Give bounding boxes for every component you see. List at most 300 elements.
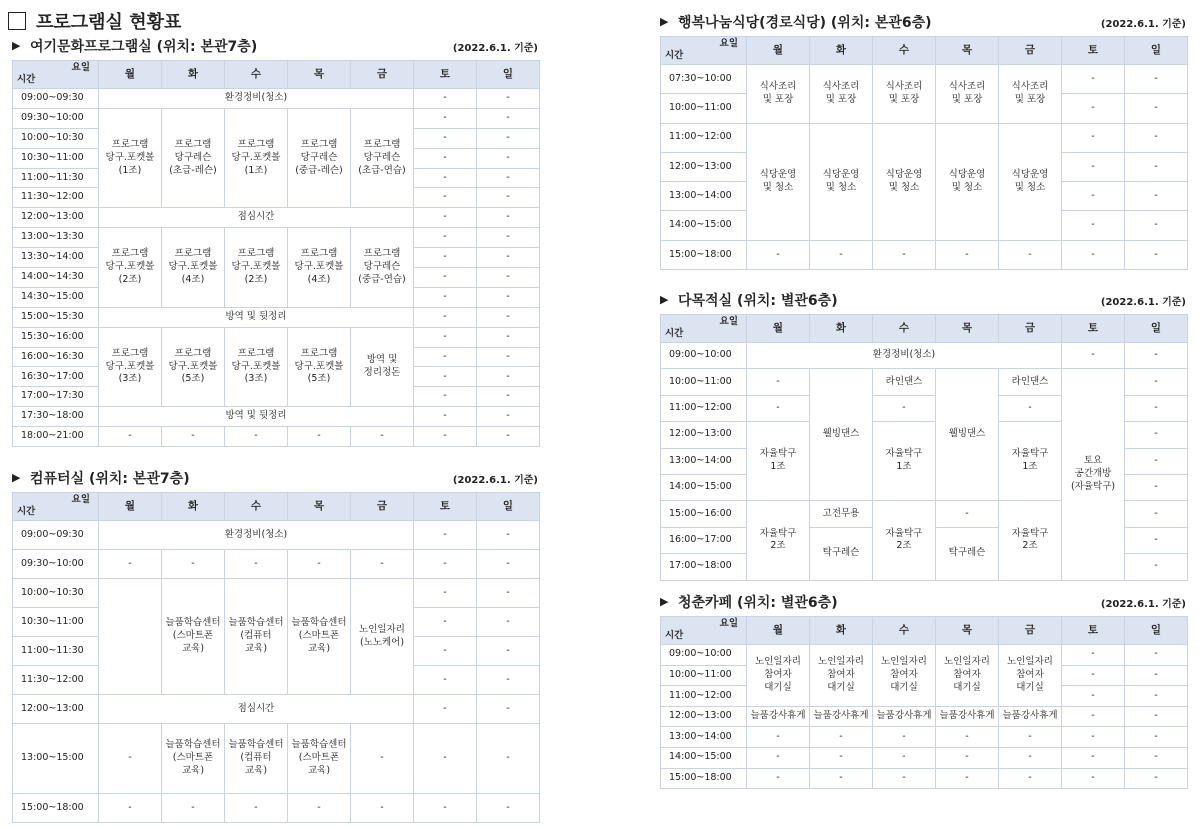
- schedule-cell: -: [747, 727, 810, 748]
- time-slot-label: 12:00~13:00: [13, 208, 99, 228]
- schedule-cell: 프로그램 당구.포켓볼 (4조): [162, 228, 225, 308]
- time-slot-label: 09:00~10:00: [661, 645, 747, 666]
- schedule-table: [660, 314, 1188, 581]
- time-slot-label: 09:00~09:30: [13, 521, 99, 550]
- empty-dash-cell: -: [1062, 768, 1125, 789]
- corner-day-label: 요일: [719, 38, 738, 49]
- schedule-table: [660, 36, 1188, 270]
- schedule-cell: 프로그램 당구.포켓볼 (2조): [225, 228, 288, 308]
- schedule-cell: -: [747, 369, 810, 395]
- weekday-header: 목: [936, 37, 999, 65]
- section-title: 컴퓨터실 (위치: 본관7층): [30, 471, 190, 487]
- empty-dash-cell: -: [1062, 706, 1125, 727]
- weekday-header: 화: [810, 315, 873, 343]
- schedule-cell: -: [810, 727, 873, 748]
- empty-dash-cell: -: [477, 168, 540, 188]
- empty-dash-cell: -: [1062, 94, 1125, 123]
- empty-dash-cell: -: [414, 148, 477, 168]
- schedule-cell: -: [936, 768, 999, 789]
- checkbox-square-icon: [8, 12, 26, 30]
- time-slot-label: 07:30~10:00: [661, 65, 747, 94]
- weekday-header: 월: [747, 315, 810, 343]
- weekday-header: 금: [351, 61, 414, 89]
- schedule-cell: -: [936, 747, 999, 768]
- time-slot-label: 13:00~15:00: [13, 724, 99, 794]
- schedule-cell: 라인댄스: [873, 369, 936, 395]
- time-slot-label: 10:00~11:00: [661, 665, 747, 686]
- corner-day-label: 요일: [719, 618, 738, 629]
- time-slot-label: 09:00~09:30: [13, 89, 99, 109]
- schedule-cell: 식사조리 및 포장: [810, 65, 873, 124]
- schedule-cell: 프로그램 당구레슨 (중급-레슨): [288, 108, 351, 207]
- empty-dash-cell: -: [1125, 665, 1188, 686]
- table-row: [13, 307, 540, 327]
- empty-dash-cell: -: [477, 427, 540, 447]
- schedule-cell: 자율탁구 2조: [999, 501, 1062, 580]
- empty-dash-cell: -: [477, 367, 540, 387]
- corner-time-label: 시간: [17, 506, 36, 518]
- empty-dash-cell: -: [477, 794, 540, 823]
- schedule-cell: 토요 공간개방 (자율탁구): [1062, 369, 1125, 580]
- time-slot-label: 11:00~11:30: [13, 168, 99, 188]
- section-date: (2022.6.1. 기준): [452, 43, 538, 54]
- corner-day-label: 요일: [71, 62, 90, 73]
- schedule-cell: 프로그램 당구.포켓볼 (5조): [162, 327, 225, 407]
- schedule-cell: 환경정비(청소): [747, 343, 1062, 369]
- schedule-cell: 노인일자리 참여자 대기실: [999, 645, 1062, 707]
- weekday-header: 수: [225, 61, 288, 89]
- schedule-table: [660, 616, 1188, 789]
- corner-day-label: 요일: [719, 316, 738, 327]
- empty-dash-cell: -: [477, 666, 540, 695]
- schedule-cell: -: [873, 768, 936, 789]
- time-slot-label: 16:00~16:30: [13, 347, 99, 367]
- schedule-cell: 웰빙댄스: [810, 369, 873, 501]
- schedule-cell: -: [351, 427, 414, 447]
- page-title-text: 프로그램실 현황표: [36, 12, 182, 33]
- empty-dash-cell: -: [1125, 211, 1188, 240]
- section-title: 청춘카페 (위치: 별관6층): [678, 595, 838, 611]
- empty-dash-cell: -: [414, 666, 477, 695]
- empty-dash-cell: -: [477, 89, 540, 109]
- empty-dash-cell: -: [1125, 554, 1188, 580]
- weekday-header: 일: [1125, 315, 1188, 343]
- weekday-header: 수: [873, 315, 936, 343]
- table-row: [13, 724, 540, 794]
- time-slot-label: 15:30~16:00: [13, 327, 99, 347]
- empty-dash-cell: -: [414, 188, 477, 208]
- empty-dash-cell: -: [414, 427, 477, 447]
- empty-dash-cell: -: [414, 268, 477, 288]
- weekday-header: 금: [351, 493, 414, 521]
- empty-dash-cell: -: [1125, 369, 1188, 395]
- schedule-cell: -: [873, 395, 936, 421]
- time-slot-label: 10:00~11:00: [661, 369, 747, 395]
- time-slot-label: 16:00~17:00: [661, 527, 747, 553]
- time-slot-label: 15:00~15:30: [13, 307, 99, 327]
- corner-day-label: 요일: [71, 494, 90, 505]
- schedule-cell: 라인댄스: [999, 369, 1062, 395]
- schedule-cell: 방역 및 정리정돈: [351, 327, 414, 407]
- schedule-cell: 노인일자리 참여자 대기실: [873, 645, 936, 707]
- empty-dash-cell: -: [1125, 686, 1188, 707]
- time-slot-label: 11:00~11:30: [13, 637, 99, 666]
- empty-dash-cell: -: [1062, 152, 1125, 181]
- empty-dash-cell: -: [414, 407, 477, 427]
- time-slot-label: 12:00~13:00: [661, 422, 747, 448]
- weekday-header: 토: [1062, 37, 1125, 65]
- schedule-cell: 웰빙댄스: [936, 369, 999, 501]
- weekday-header: 월: [747, 617, 810, 645]
- schedule-cell: 자율탁구 2조: [873, 501, 936, 580]
- empty-dash-cell: -: [477, 248, 540, 268]
- schedule-cell: -: [99, 550, 162, 579]
- time-slot-label: 13:00~14:00: [661, 448, 747, 474]
- schedule-cell: 식당운영 및 청소: [873, 123, 936, 240]
- section-header: [660, 12, 1186, 32]
- empty-dash-cell: -: [477, 579, 540, 608]
- time-slot-label: 15:00~18:00: [13, 794, 99, 823]
- empty-dash-cell: -: [414, 794, 477, 823]
- empty-dash-cell: -: [477, 148, 540, 168]
- triangle-right-icon: ▶: [12, 39, 21, 52]
- time-slot-label: 17:30~18:00: [13, 407, 99, 427]
- corner-time-label: 시간: [665, 630, 684, 642]
- schedule-cell: -: [873, 747, 936, 768]
- empty-dash-cell: -: [414, 307, 477, 327]
- table-row: [661, 706, 1188, 727]
- schedule-cell: -: [99, 724, 162, 794]
- section-title: 여기문화프로그램실 (위치: 본관7층): [30, 39, 258, 55]
- schedule-cell: -: [936, 727, 999, 748]
- schedule-cell: -: [225, 794, 288, 823]
- section-title: 행복나눔식당(경로식당) (위치: 본관6층): [678, 15, 932, 31]
- table-row: [13, 208, 540, 228]
- empty-dash-cell: -: [477, 108, 540, 128]
- empty-dash-cell: -: [477, 268, 540, 288]
- corner-time-label: 시간: [665, 50, 684, 62]
- schedule-cell: -: [99, 794, 162, 823]
- schedule-cell: -: [225, 427, 288, 447]
- section-header: [660, 290, 1186, 310]
- time-slot-label: 15:00~18:00: [661, 768, 747, 789]
- schedule-cell: -: [288, 550, 351, 579]
- schedule-cell: 환경정비(청소): [99, 521, 414, 550]
- weekday-header: 수: [225, 493, 288, 521]
- page-title: [8, 8, 181, 34]
- corner-header: [661, 37, 747, 65]
- schedule-cell: 식당운영 및 청소: [810, 123, 873, 240]
- empty-dash-cell: -: [414, 327, 477, 347]
- schedule-cell: 노인일자리 (노노케어): [351, 579, 414, 695]
- table-row: [13, 794, 540, 823]
- weekday-header: 일: [1125, 37, 1188, 65]
- triangle-right-icon: ▶: [660, 15, 669, 28]
- empty-dash-cell: -: [414, 637, 477, 666]
- schedule-cell: 노인일자리 참여자 대기실: [810, 645, 873, 707]
- time-slot-label: 10:30~11:00: [13, 148, 99, 168]
- time-slot-label: 14:00~15:00: [661, 474, 747, 500]
- empty-dash-cell: -: [477, 188, 540, 208]
- schedule-cell: -: [747, 395, 810, 421]
- corner-header: [13, 493, 99, 521]
- table-row: [13, 695, 540, 724]
- schedule-cell: 탁구레슨: [936, 527, 999, 580]
- empty-dash-cell: -: [477, 521, 540, 550]
- schedule-cell: 노인일자리 참여자 대기실: [747, 645, 810, 707]
- schedule-cell: 늘품학습센터 (스마트폰 교육): [162, 579, 225, 695]
- empty-dash-cell: -: [1125, 343, 1188, 369]
- empty-dash-cell: -: [1125, 422, 1188, 448]
- schedule-cell: 프로그램 당구레슨 (초급-레슨): [162, 108, 225, 207]
- time-slot-label: 15:00~16:00: [661, 501, 747, 527]
- schedule-cell: -: [288, 794, 351, 823]
- empty-dash-cell: -: [1062, 182, 1125, 211]
- time-slot-label: 14:30~15:00: [13, 287, 99, 307]
- schedule-cell: -: [999, 727, 1062, 748]
- schedule-cell: 프로그램 당구레슨 (초급-연습): [351, 108, 414, 207]
- schedule-cell: 자율탁구 2조: [747, 501, 810, 580]
- table-row: [13, 550, 540, 579]
- empty-dash-cell: -: [1062, 747, 1125, 768]
- table-row: [661, 645, 1188, 666]
- schedule-cell: 늘품학습센터 (컴퓨터 교육): [225, 579, 288, 695]
- weekday-header: 수: [873, 617, 936, 645]
- empty-dash-cell: -: [1125, 94, 1188, 123]
- schedule-cell: 점심시간: [99, 695, 414, 724]
- corner-header: [661, 315, 747, 343]
- section-date: (2022.6.1. 기준): [1100, 297, 1186, 308]
- table-row: [13, 228, 540, 248]
- schedule-cell: -: [99, 427, 162, 447]
- schedule-cell: 늘품학습센터 (스마트폰 교육): [288, 579, 351, 695]
- schedule-cell: -: [936, 240, 999, 269]
- empty-dash-cell: -: [414, 208, 477, 228]
- time-slot-label: 09:30~10:00: [13, 108, 99, 128]
- time-slot-label: 14:00~15:00: [661, 747, 747, 768]
- time-slot-label: 13:00~13:30: [13, 228, 99, 248]
- section-header: [660, 592, 1186, 612]
- time-slot-label: 14:00~14:30: [13, 268, 99, 288]
- empty-dash-cell: -: [414, 724, 477, 794]
- table-row: [661, 65, 1188, 94]
- schedule-cell: 방역 및 뒷정리: [99, 407, 414, 427]
- time-slot-label: 10:30~11:00: [13, 608, 99, 637]
- weekday-header: 토: [1062, 617, 1125, 645]
- corner-header: [13, 61, 99, 89]
- table-row: [661, 123, 1188, 152]
- corner-time-label: 시간: [17, 74, 36, 86]
- time-slot-label: 13:00~14:00: [661, 727, 747, 748]
- schedule-cell: 늘품강사휴게: [936, 706, 999, 727]
- table-row: [661, 747, 1188, 768]
- table-row: [13, 108, 540, 128]
- schedule-cell: -: [225, 550, 288, 579]
- empty-dash-cell: -: [1125, 65, 1188, 94]
- empty-dash-cell: -: [1125, 474, 1188, 500]
- table-row: [661, 768, 1188, 789]
- empty-dash-cell: -: [477, 387, 540, 407]
- schedule-cell: 프로그램 당구.포켓볼 (1조): [225, 108, 288, 207]
- schedule-cell: -: [747, 747, 810, 768]
- schedule-cell: [99, 579, 162, 695]
- schedule-cell: 늘품강사휴게: [873, 706, 936, 727]
- empty-dash-cell: -: [1062, 645, 1125, 666]
- empty-dash-cell: -: [477, 637, 540, 666]
- schedule-cell: -: [999, 240, 1062, 269]
- triangle-right-icon: ▶: [660, 595, 669, 608]
- schedule-table: [12, 492, 540, 823]
- weekday-header: 목: [936, 315, 999, 343]
- time-slot-label: 10:00~10:30: [13, 128, 99, 148]
- empty-dash-cell: -: [1125, 501, 1188, 527]
- schedule-cell: -: [747, 240, 810, 269]
- empty-dash-cell: -: [414, 579, 477, 608]
- table-row: [13, 407, 540, 427]
- time-slot-label: 17:00~17:30: [13, 387, 99, 407]
- time-slot-label: 15:00~18:00: [661, 240, 747, 269]
- empty-dash-cell: -: [1062, 211, 1125, 240]
- corner-header: [661, 617, 747, 645]
- section-title: 다목적실 (위치: 별관6층): [678, 293, 838, 309]
- empty-dash-cell: -: [414, 89, 477, 109]
- empty-dash-cell: -: [1062, 665, 1125, 686]
- empty-dash-cell: -: [1062, 727, 1125, 748]
- time-slot-label: 12:00~13:00: [13, 695, 99, 724]
- schedule-cell: -: [351, 550, 414, 579]
- empty-dash-cell: -: [1125, 768, 1188, 789]
- schedule-cell: 프로그램 당구레슨 (중급-연습): [351, 228, 414, 308]
- schedule-cell: 식사조리 및 포장: [936, 65, 999, 124]
- schedule-cell: 식당운영 및 청소: [747, 123, 810, 240]
- time-slot-label: 11:30~12:00: [13, 188, 99, 208]
- schedule-cell: -: [810, 240, 873, 269]
- schedule-cell: 프로그램 당구.포켓볼 (1조): [99, 108, 162, 207]
- schedule-cell: 늘품학습센터 (스마트폰 교육): [162, 724, 225, 794]
- schedule-cell: -: [1062, 343, 1125, 369]
- time-slot-label: 11:30~12:00: [13, 666, 99, 695]
- weekday-header: 화: [810, 37, 873, 65]
- schedule-cell: -: [810, 768, 873, 789]
- weekday-header: 토: [1062, 315, 1125, 343]
- empty-dash-cell: -: [1125, 395, 1188, 421]
- schedule-cell: 방역 및 뒷정리: [99, 307, 414, 327]
- weekday-header: 일: [477, 493, 540, 521]
- weekday-header: 수: [873, 37, 936, 65]
- empty-dash-cell: -: [477, 128, 540, 148]
- weekday-header: 토: [414, 61, 477, 89]
- time-slot-label: 10:00~10:30: [13, 579, 99, 608]
- empty-dash-cell: -: [1125, 747, 1188, 768]
- schedule-cell: -: [873, 240, 936, 269]
- empty-dash-cell: -: [414, 347, 477, 367]
- empty-dash-cell: -: [414, 521, 477, 550]
- time-slot-label: 11:00~12:00: [661, 686, 747, 707]
- schedule-cell: 늘품학습센터 (스마트폰 교육): [288, 724, 351, 794]
- table-row: [661, 240, 1188, 269]
- weekday-header: 토: [414, 493, 477, 521]
- empty-dash-cell: -: [477, 347, 540, 367]
- time-slot-label: 12:00~13:00: [661, 706, 747, 727]
- empty-dash-cell: -: [477, 228, 540, 248]
- schedule-cell: -: [936, 501, 999, 527]
- schedule-cell: 환경정비(청소): [99, 89, 414, 109]
- empty-dash-cell: -: [414, 168, 477, 188]
- schedule-cell: -: [162, 550, 225, 579]
- schedule-cell: 프로그램 당구.포켓볼 (2조): [99, 228, 162, 308]
- schedule-cell: -: [747, 768, 810, 789]
- empty-dash-cell: -: [1062, 686, 1125, 707]
- triangle-right-icon: ▶: [660, 293, 669, 306]
- schedule-cell: 프로그램 당구.포켓볼 (4조): [288, 228, 351, 308]
- time-slot-label: 10:00~11:00: [661, 94, 747, 123]
- schedule-cell: 식사조리 및 포장: [873, 65, 936, 124]
- schedule-cell: 늘품강사휴게: [999, 706, 1062, 727]
- weekday-header: 목: [936, 617, 999, 645]
- schedule-cell: -: [162, 427, 225, 447]
- empty-dash-cell: -: [1062, 123, 1125, 152]
- section-header: [12, 36, 538, 56]
- time-slot-label: 14:00~15:00: [661, 211, 747, 240]
- corner-time-label: 시간: [665, 328, 684, 340]
- weekday-header: 금: [999, 617, 1062, 645]
- weekday-header: 일: [1125, 617, 1188, 645]
- schedule-cell: 자율탁구 1조: [873, 422, 936, 501]
- empty-dash-cell: -: [414, 228, 477, 248]
- table-row: [13, 427, 540, 447]
- weekday-header: 목: [288, 493, 351, 521]
- time-slot-label: 13:30~14:00: [13, 248, 99, 268]
- empty-dash-cell: -: [1062, 240, 1125, 269]
- time-slot-label: 11:00~12:00: [661, 395, 747, 421]
- empty-dash-cell: -: [1125, 182, 1188, 211]
- time-slot-label: 17:00~18:00: [661, 554, 747, 580]
- empty-dash-cell: -: [477, 327, 540, 347]
- weekday-header: 월: [747, 37, 810, 65]
- schedule-cell: 자율탁구 1조: [747, 422, 810, 501]
- empty-dash-cell: -: [414, 128, 477, 148]
- empty-dash-cell: -: [414, 550, 477, 579]
- empty-dash-cell: -: [414, 608, 477, 637]
- empty-dash-cell: -: [1125, 240, 1188, 269]
- schedule-cell: 식사조리 및 포장: [999, 65, 1062, 124]
- schedule-cell: 프로그램 당구.포켓볼 (5조): [288, 327, 351, 407]
- time-slot-label: 12:00~13:00: [661, 152, 747, 181]
- empty-dash-cell: -: [1125, 448, 1188, 474]
- table-row: [13, 579, 540, 608]
- schedule-cell: -: [999, 747, 1062, 768]
- schedule-cell: -: [873, 727, 936, 748]
- schedule-cell: 식당운영 및 청소: [936, 123, 999, 240]
- schedule-cell: 식당운영 및 청소: [999, 123, 1062, 240]
- empty-dash-cell: -: [414, 367, 477, 387]
- schedule-cell: -: [162, 794, 225, 823]
- empty-dash-cell: -: [477, 608, 540, 637]
- weekday-header: 목: [288, 61, 351, 89]
- table-row: [13, 521, 540, 550]
- empty-dash-cell: -: [414, 287, 477, 307]
- schedule-cell: -: [999, 395, 1062, 421]
- schedule-cell: 고전무용: [810, 501, 873, 527]
- empty-dash-cell: -: [477, 208, 540, 228]
- empty-dash-cell: -: [1125, 527, 1188, 553]
- empty-dash-cell: -: [1125, 645, 1188, 666]
- section-header: [12, 468, 538, 488]
- schedule-cell: 식사조리 및 포장: [747, 65, 810, 124]
- schedule-cell: 프로그램 당구.포켓볼 (3조): [99, 327, 162, 407]
- empty-dash-cell: -: [477, 550, 540, 579]
- weekday-header: 월: [99, 493, 162, 521]
